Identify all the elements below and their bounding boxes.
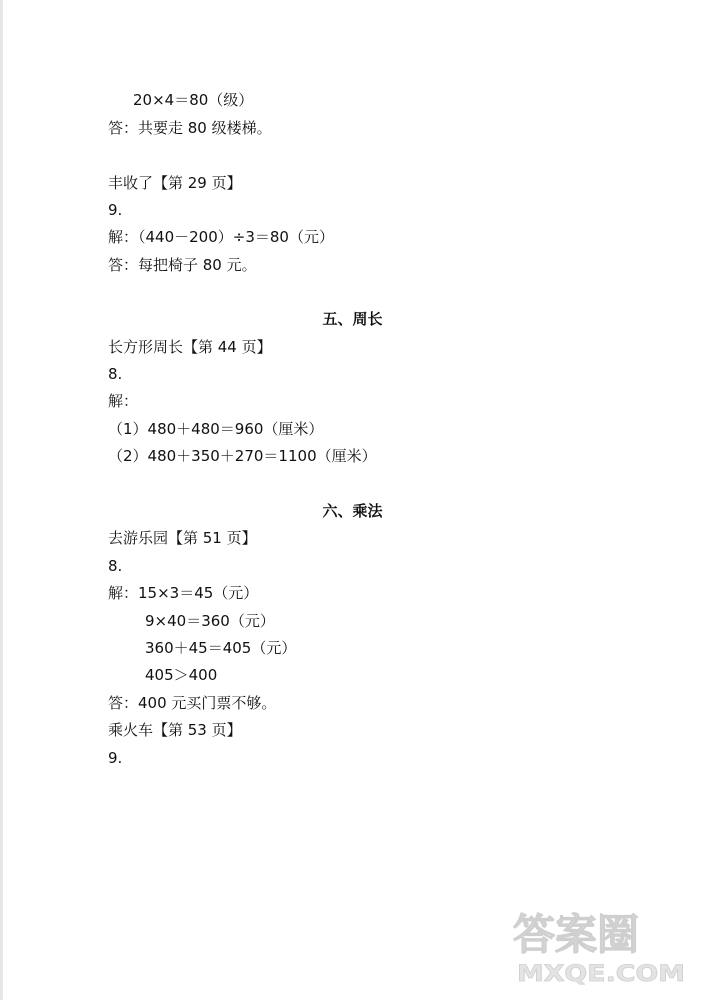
lesson-title-rectangle-perimeter: 长方形周长【第 44 页】 xyxy=(108,338,272,356)
watermark-logo xyxy=(511,901,691,986)
lesson-title-harvest: 丰收了【第 29 页】 xyxy=(108,174,242,192)
question-number: 8. xyxy=(108,557,123,575)
solution-step-4: 405＞400 xyxy=(145,666,218,684)
watermark-logo-text: 答案圈 xyxy=(513,910,640,959)
solution-step-3: 360＋45＝405（元） xyxy=(145,639,297,657)
section-heading-multiplication: 六、乘法 xyxy=(322,502,383,520)
answer-stairs: 答：共要走 80 级楼梯。 xyxy=(108,119,272,137)
question-number: 9. xyxy=(108,749,123,767)
lesson-title-amusement-park: 去游乐园【第 51 页】 xyxy=(108,529,257,547)
answer-chairs: 答：每把椅子 80 元。 xyxy=(108,256,257,274)
equation-stairs: 20×4＝80（级） xyxy=(133,91,254,109)
solution-chairs: 解：（440－200）÷3＝80（元） xyxy=(108,228,334,246)
question-number: 8. xyxy=(108,365,123,383)
solution-part-2: （2）480＋350＋270＝1100（厘米） xyxy=(108,447,377,465)
answer-tickets: 答：400 元买门票不够。 xyxy=(108,694,277,712)
page-left-edge xyxy=(0,0,3,1000)
lesson-title-train: 乘火车【第 53 页】 xyxy=(108,721,242,739)
solution-step-1: 解：15×3＝45（元） xyxy=(108,584,259,602)
section-heading-perimeter: 五、周长 xyxy=(322,310,383,328)
solution-part-1: （1）480＋480＝960（厘米） xyxy=(108,420,324,438)
solution-step-2: 9×40＝360（元） xyxy=(145,612,275,630)
watermark-url-text: MXQE.COM xyxy=(517,962,685,986)
question-number: 9. xyxy=(108,201,123,219)
solution-label: 解： xyxy=(108,392,139,410)
